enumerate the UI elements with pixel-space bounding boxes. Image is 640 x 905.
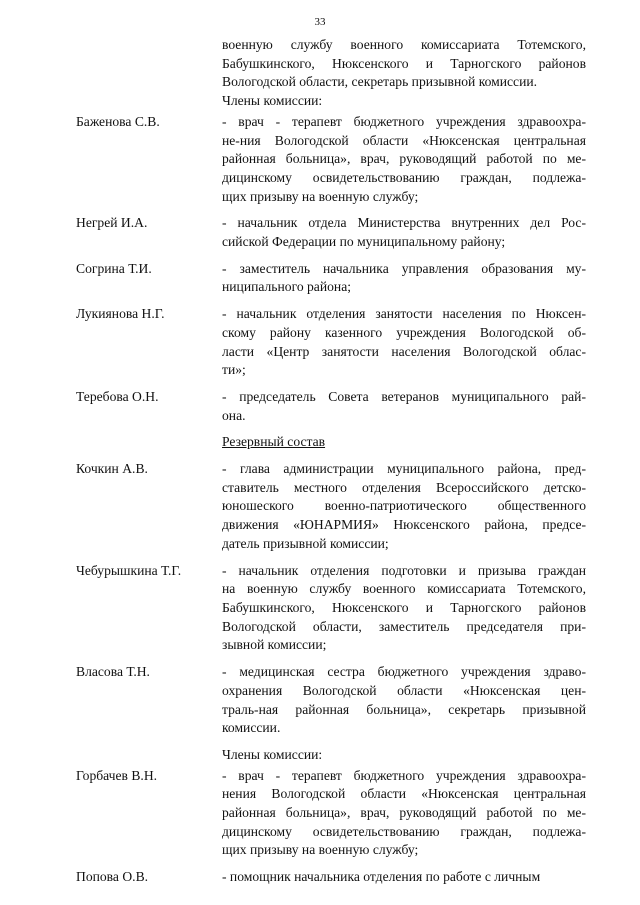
- text-line: - заместитель начальника управления образования му-: [222, 260, 586, 276]
- member-role: [222, 113, 586, 207]
- reserve-members-heading: Члены комиссии:: [222, 746, 323, 762]
- text-line: траль-ная районная больница», секретарь призывной: [222, 701, 586, 717]
- text-line: щих призыву на военную службу;: [222, 842, 419, 858]
- text-line: - помощник начальника отделения по работе с личным: [222, 869, 541, 885]
- members-list: [0, 113, 640, 426]
- members-heading: Члены комиссии:: [222, 93, 323, 109]
- text-line: - начальник отдела Министерства внутренних дел Рос-: [222, 215, 586, 231]
- text-line: зывной комиссии;: [222, 637, 327, 653]
- member-role: [222, 305, 586, 380]
- member-role: [222, 214, 586, 251]
- reserve-members-list: [0, 767, 640, 887]
- member-name: Негрей И.А.: [76, 215, 148, 231]
- member-name: Попова О.В.: [76, 869, 149, 885]
- member-name: Баженова С.В.: [76, 113, 160, 129]
- text-line: нения Вологодской области «Нюксенская центральная: [222, 786, 586, 802]
- text-line: она.: [222, 407, 246, 423]
- member-role: [222, 868, 586, 887]
- text-line: районная больница», врач, руководящий работой по ме-: [222, 805, 586, 821]
- text-line: - начальник отделения подготовки и призыва граждан: [222, 562, 586, 578]
- text-line: - врач - терапевт бюджетного учреждения здравоохра-: [222, 113, 586, 129]
- member-role: [222, 562, 586, 656]
- commission-entry: [0, 388, 640, 425]
- text-line: Вологодской области, заместитель председателя при-: [222, 618, 586, 634]
- page-number: 33: [314, 16, 326, 28]
- commission-entry: [0, 460, 640, 554]
- text-line: ставитель местного отделения Всероссийского детско-: [222, 479, 586, 495]
- member-role: [222, 460, 586, 554]
- text-line: скому району казенного учреждения Вологодской об-: [222, 324, 586, 340]
- member-name: Теребова О.Н.: [76, 388, 159, 404]
- text-line: охранения Вологодской области «Нюксенская цен-: [222, 682, 586, 698]
- commission-entry: [0, 214, 640, 251]
- commission-entry: [0, 868, 640, 887]
- member-role: [222, 260, 586, 297]
- member-name: Лукиянова Н.Г.: [76, 306, 165, 322]
- text-line: - начальник отделения занятости населения по Нюксен-: [222, 306, 586, 322]
- text-line: юношеского военно-патриотического общественного: [222, 498, 586, 514]
- text-line: Вологодской области, секретарь призывной комиссии.: [222, 74, 538, 90]
- text-line: ти»;: [222, 362, 246, 378]
- commission-entry: [0, 260, 640, 297]
- member-name: Кочкин А.В.: [76, 461, 148, 477]
- commission-entry: [0, 113, 640, 207]
- reserve-heading: Резервный состав: [222, 434, 326, 450]
- text-line: не-ния Вологодской области «Нюксенская центральная: [222, 132, 586, 148]
- reserve-list: [0, 460, 640, 738]
- member-role: [222, 663, 586, 738]
- text-line: датель призывной комиссии;: [222, 535, 389, 551]
- text-line: - медицинская сестра бюджетного учреждения здраво-: [222, 664, 586, 680]
- member-name: Горбачев В.Н.: [76, 767, 158, 783]
- text-line: ниципального района;: [222, 279, 352, 295]
- commission-entry: [0, 562, 640, 656]
- text-line: районная больница», врач, руководящий работой по ме-: [222, 151, 586, 167]
- member-name: Чебурышкина Т.Г.: [76, 562, 182, 578]
- member-role: [222, 767, 586, 861]
- text-line: военную службу военного комиссариата Тотемского,: [222, 37, 586, 52]
- text-line: движения «ЮНАРМИЯ» Нюксенского района, предсе-: [222, 517, 586, 533]
- commission-entry: [0, 305, 640, 380]
- text-line: - врач - терапевт бюджетного учреждения здравоохра-: [222, 767, 586, 783]
- text-line: щих призыву на военную службу;: [222, 188, 419, 204]
- text-line: Бабушкинского, Нюксенского и Тарногского районов: [222, 55, 586, 71]
- text-line: дицинскому освидетельствованию граждан, подлежа-: [222, 823, 586, 839]
- lead-paragraph: [222, 36, 586, 92]
- text-line: ласти «Центр занятости населения Вологодской облас-: [222, 343, 586, 359]
- commission-entry: [0, 663, 640, 738]
- member-name: Согрина Т.И.: [76, 260, 152, 276]
- text-line: - председатель Совета ветеранов муниципального рай-: [222, 388, 586, 404]
- text-line: комиссии.: [222, 720, 281, 736]
- member-role: [222, 388, 586, 425]
- member-name: Власова Т.Н.: [76, 664, 150, 680]
- commission-entry: [0, 767, 640, 861]
- text-line: на военную службу военного комиссариата Тотемского,: [222, 581, 586, 597]
- page-content: [0, 36, 640, 887]
- text-line: дицинскому освидетельствованию граждан, подлежа-: [222, 169, 586, 185]
- text-line: - глава администрации муниципального района, пред-: [222, 461, 586, 477]
- text-line: сийской Федерации по муниципальному району;: [222, 234, 506, 250]
- text-line: Бабушкинского, Нюксенского и Тарногского районов: [222, 599, 586, 615]
